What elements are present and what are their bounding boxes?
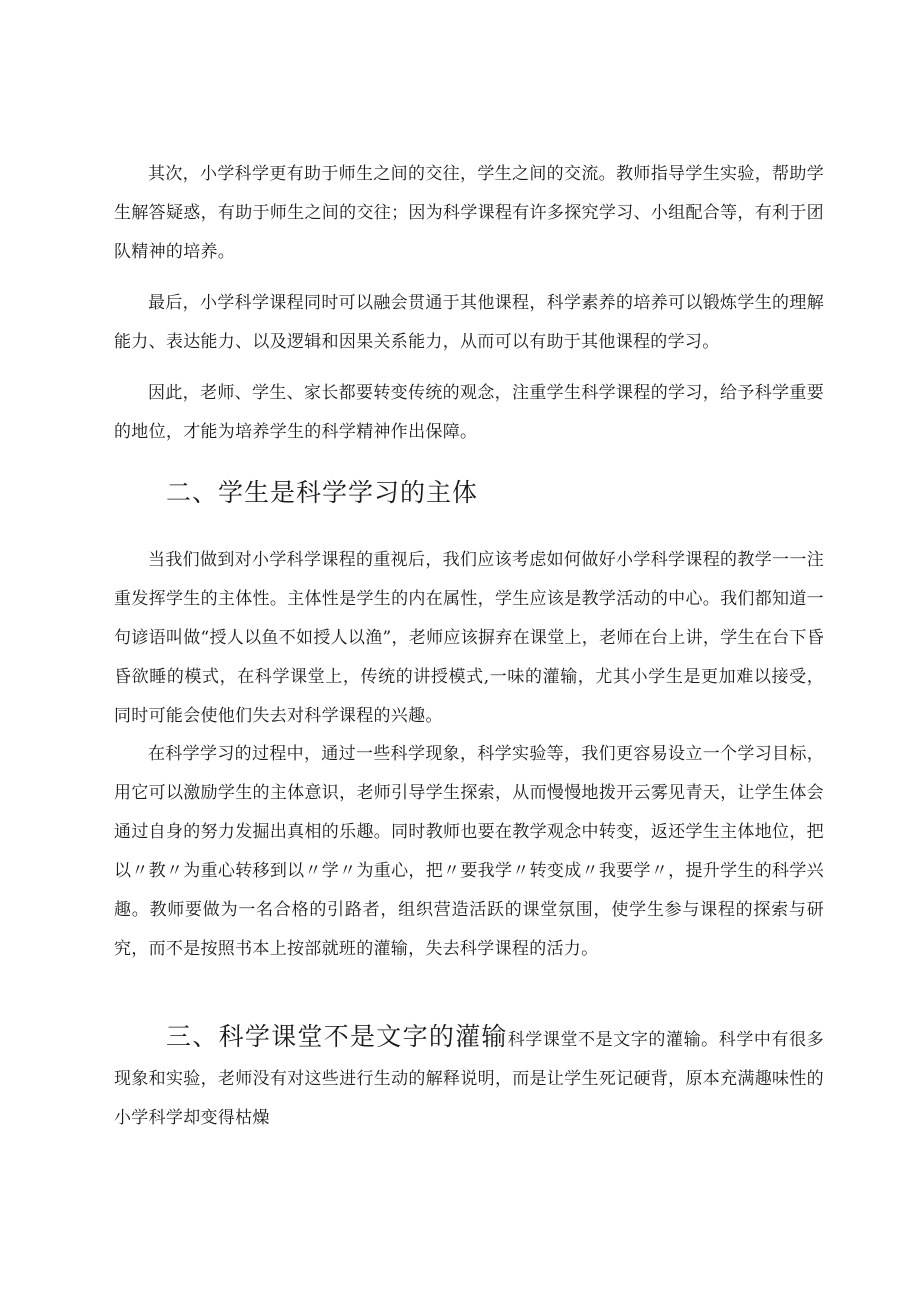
paragraph-text-not-text-instillation: 科学课堂不是文字的灌输。科学中有很多现象和实验，老师没有对这些进行生动的解释说明，而是让学生死记硬背，原本充满趣味性的小学科学却变得枯燥	[114, 1030, 824, 1128]
paragraph-learning-process: 在科学学习的过程中，通过一些科学现象，科学实验等，我们更容易设立一个学习目标，用它可以激励学生的主体意识，老师引导学生探索，从而慢慢地拨开云雾见青天，让学生体会通过自身的努力发掘出真相的乐趣。同时教师也要在教学观念中转变，返还学生主体地位，把以〃教〃为重心转移到以〃学〃为重心，把〃要我学〃转变成〃我要学〃，提升学生的科学兴趣。教师要做为一名合格的引路者，组织营造活跃的课堂氛围，使学生参与课程的探索与研究，而不是按照书本上按部就班的灌输，失去科学课程的活力。	[114, 744, 824, 959]
section-heading-not-text-instillation: 三、科学课堂不是文字的灌输	[166, 1022, 508, 1051]
paragraph-cooperation: 其次，小学科学更有助于师生之间的交往，学生之间的交流。教师指导学生实验，帮助学生解答疑惑，有助于师生之间的交往；因为科学课程有许多探究学习、小组配合等，有利于团队精神的培养。	[114, 164, 824, 262]
paragraph-integration: 最后，小学科学课程同时可以融会贯通于其他课程，科学素养的培养可以锻炼学生的理解能力、表达能力、以及逻辑和因果关系能力，从而可以有助于其他课程的学习。	[114, 293, 824, 352]
paragraph-student-subjectivity: 当我们做到对小学科学课程的重视后，我们应该考虑如何做好小学科学课程的教学一一注重发挥学生的主体性。主体性是学生的内在属性，学生应该是教学活动的中心。我们都知道一句谚语叫做“授人以鱼不如授人以渔”，老师应该摒弃在课堂上，老师在台上讲，学生在台下昏昏欲睡的模式，在科学课堂上，传统的讲授模式,一味的灌输，尤其小学生是更加难以接受，同时可能会使他们失去对科学课程的兴趣。	[114, 550, 824, 726]
paragraph-not-text-instillation	[114, 1017, 824, 1138]
section-heading-student-subject: 二、学生是科学学习的主体	[166, 478, 479, 507]
paragraph-conclusion: 因此，老师、学生、家长都要转变传统的观念，注重学生科学课程的学习，给予科学重要的地位，才能为培养学生的科学精神作出保障。	[114, 383, 824, 442]
